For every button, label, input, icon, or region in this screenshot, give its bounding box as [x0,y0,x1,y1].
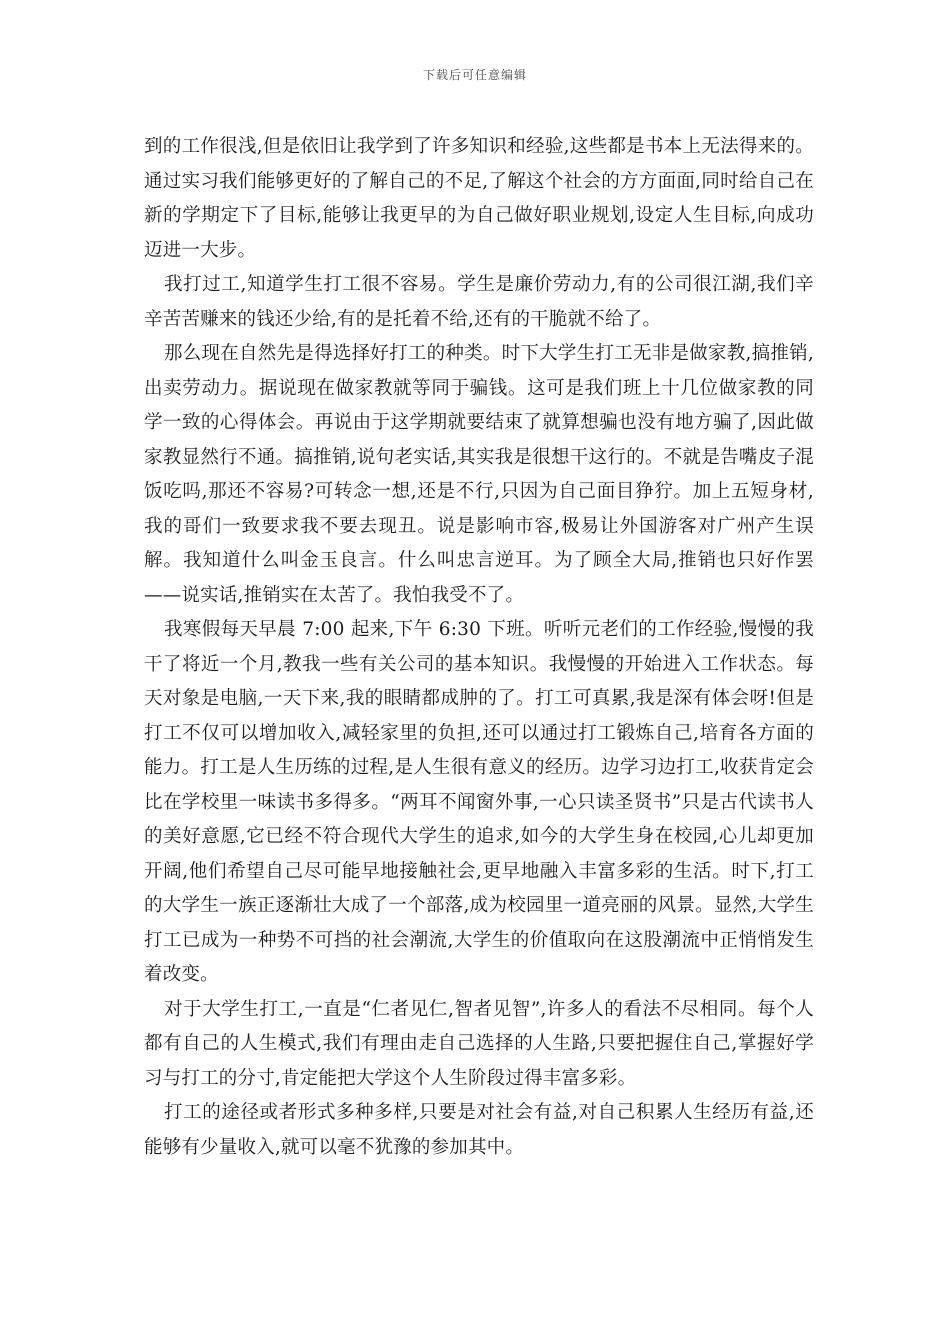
paragraph: 那么现在自然先是得选择好打工的种类。时下大学生打工无非是做家教,搞推销,出卖劳动力。据说现在做家教就等同于骗钱。这可是我们班上十几位做家教的同学一致的心得体会。再说由于这学期就要结束了就算想骗也没有地方骗了,因此做家教显然行不通。搞推销,说句老实话,其实我是很想干这行的。不就是告嘴皮子混饭吃吗,那还不容易?可转念一想,还是不行,只因为自己面目狰狞。加上五短身材,我的哥们一致要求我不要去现丑。说是影响市容,极易让外国游客对广州产生误解。我知道什么叫金玉良言。什么叫忠言逆耳。为了顾全大局,推销也只好作罢——说实话,推销实在太苦了。我怕我受不了。 [144,343,814,606]
paragraph: 我寒假每天早晨 7:00 起来,下午 6:30 下班。听听元老们的工作经验,慢慢的我干了将近一个月,教我一些有关公司的基本知识。我慢慢的开始进入工作状态。每天对象是电脑,一天下来,我的眼睛都成肿的了。打工可真累,我是深有体会呀!但是打工不仅可以增加收入,减轻家里的负担,还可以通过打工锻炼自己,培育各方面的能力。打工是人生历练的过程,是人生很有意义的经历。边学习边打工,收获肯定会比在学校里一味读书多得多。“两耳不闻窗外事,一心只读圣贤书”只是古代读书人的美好意愿,它已经不符合现代大学生的追求,如今的大学生身在校园,心儿却更加开阔,他们希望自己尽可能早地接触社会,更早地融入丰富多彩的生活。时下,打工的大学生一族正逐渐壮大成了一个部落,成为校园里一道亮丽的风景。显然,大学生打工已成为一种势不可挡的社会潮流,大学生的价值取向在这股潮流中正悄悄发生着改变。 [144,619,814,985]
paragraph: 打工的途径或者形式多种多样,只要是对社会有益,对自己积累人生经历有益,还能够有少量收入,就可以毫不犹豫的参加其中。 [144,1102,814,1158]
page-header: 下载后可任意编辑 [422,68,527,82]
document-body [144,130,814,1165]
paragraph-continuation: 到的工作很浅,但是依旧让我学到了许多知识和经验,这些都是书本上无法得来的。通过实习我们能够更好的了解自己的不足,了解这个社会的方方面面,同时给自己在新的学期定下了目标,能够让我更早的为自己做好职业规划,设定人生目标,向成功迈进一大步。 [144,136,814,261]
paragraph: 对于大学生打工,一直是“仁者见仁,智者见智”,许多人的看法不尽相同。每个人都有自己的人生模式,我们有理由走自己选择的人生路,只要把握住自己,掌握好学习与打工的分寸,肯定能把大学这个人生阶段过得丰富多彩。 [144,998,814,1089]
paragraph: 我打过工,知道学生打工很不容易。学生是廉价劳动力,有的公司很江湖,我们辛辛苦苦赚来的钱还少给,有的是托着不给,还有的干脆就不给了。 [144,274,814,330]
